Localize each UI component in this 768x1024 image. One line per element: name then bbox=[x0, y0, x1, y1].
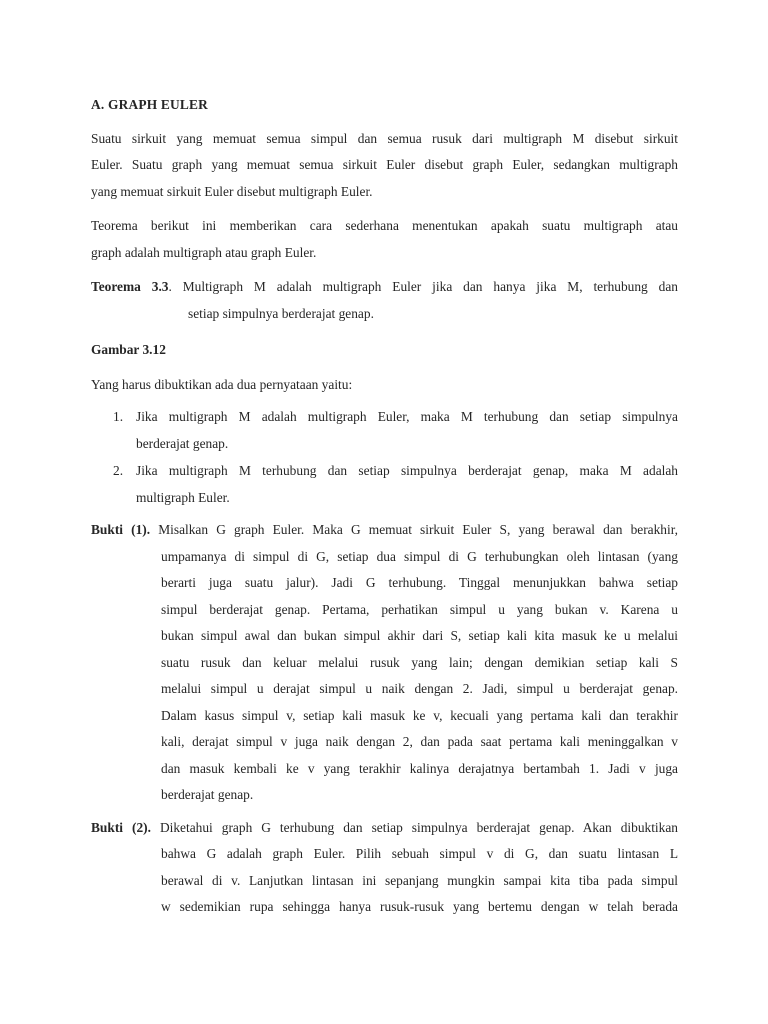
proof-line bbox=[91, 815, 678, 842]
list-number: 2. bbox=[113, 463, 124, 478]
figure-label: Gambar 3.12 bbox=[91, 342, 166, 357]
theorem-line-2: setiap simpulnya berderajat genap. bbox=[188, 305, 374, 321]
theorem-text: . Multigraph M adalah multigraph Euler jika dan hanya jika M, terhubung dan bbox=[168, 279, 679, 294]
proof-2 bbox=[91, 815, 678, 921]
statement-list bbox=[91, 404, 678, 511]
text-line: Euler. Suatu graph yang memuat semua sirkuit Euler disebut graph Euler, sedangkan multigraph bbox=[91, 157, 678, 172]
proof-line: melalui simpul u derajat simpul u naik dengan 2. Jadi, simpul u berderajat genap. bbox=[161, 681, 678, 696]
paragraph-definition bbox=[91, 126, 678, 206]
paragraph-theorem-intro bbox=[91, 213, 678, 266]
proof-text: Misalkan G graph Euler. Maka G memuat sirkuit Euler S, yang berawal dan berakhir, bbox=[150, 522, 678, 537]
theorem-label: Teorema 3.3 bbox=[91, 279, 169, 294]
proof-line: suatu rusuk dan keluar melalui rusuk yang lain; dengan demikian setiap kali S bbox=[161, 654, 678, 670]
list-line: Jika multigraph M adalah multigraph Euler, maka M terhubung dan setiap simpulnya bbox=[136, 409, 678, 424]
list-number: 1. bbox=[113, 409, 124, 424]
proof-line: berawal di v. Lanjutkan lintasan ini sepanjang mungkin sampai kita tiba pada simpul bbox=[161, 872, 678, 888]
proof-line: bahwa G adalah graph Euler. Pilih sebuah simpul v di G, dan suatu lintasan L bbox=[161, 846, 678, 861]
proof-label: Bukti (1). bbox=[91, 522, 151, 537]
proof-line: kali, derajat simpul v juga naik dengan 2, dan pada saat pertama kali meninggalkan v bbox=[161, 734, 678, 749]
text-line: Teorema berikut ini memberikan cara sederhana menentukan apakah suatu multigraph atau bbox=[91, 218, 678, 233]
proof-label: Bukti (2). bbox=[91, 819, 151, 835]
list-item bbox=[113, 458, 678, 511]
section-heading: A. GRAPH EULER bbox=[91, 97, 208, 112]
text-line: yang memuat sirkuit Euler disebut multigraph Euler. bbox=[91, 183, 373, 199]
theorem-block bbox=[91, 274, 678, 327]
list-line: Jika multigraph M terhubung dan setiap simpulnya berderajat genap, maka M adalah bbox=[136, 463, 678, 478]
proof-line: simpul berderajat genap. Pertama, perhatikan simpul u yang bukan v. Karena u bbox=[161, 601, 678, 617]
list-line: berderajat genap. bbox=[136, 435, 229, 451]
intro-text: Yang harus dibuktikan ada dua pernyataan yaitu: bbox=[91, 376, 353, 392]
proof-line: w sedemikian rupa sehingga hanya rusuk-rusuk yang bertemu dengan w telah berada bbox=[161, 899, 678, 914]
proof-1 bbox=[91, 517, 678, 809]
proof-line: berderajat genap. bbox=[161, 787, 254, 802]
proof-line: umpamanya di simpul di G, setiap dua simpul di G terhubungkan oleh lintasan (yang bbox=[161, 548, 678, 564]
proof-line bbox=[91, 517, 678, 544]
proof-text: Diketahui graph G terhubung dan setiap simpulnya berderajat genap. Akan dibuktikan bbox=[150, 819, 678, 835]
text-line: Suatu sirkuit yang memuat semua simpul dan semua rusuk dari multigraph M disebut sirkuit bbox=[91, 130, 678, 146]
proof-line: berarti juga suatu jalur). Jadi G terhubung. Tinggal menunjukkan bahwa setiap bbox=[161, 575, 678, 590]
list-item bbox=[113, 404, 678, 457]
list-line: multigraph Euler. bbox=[136, 489, 230, 505]
proof-line: bukan simpul awal dan bukan simpul akhir dari S, setiap kali kita masuk ke u melalui bbox=[161, 628, 678, 643]
text-line: graph adalah multigraph atau graph Euler. bbox=[91, 244, 317, 260]
proof-line: dan masuk kembali ke v yang terakhir kalinya derajatnya bertambah 1. Jadi v juga bbox=[161, 760, 678, 776]
theorem-line bbox=[91, 274, 678, 301]
proof-line: Dalam kasus simpul v, setiap kali masuk ke v, kecuali yang pertama kali dan terakhir bbox=[161, 707, 678, 723]
document-page bbox=[91, 92, 678, 927]
